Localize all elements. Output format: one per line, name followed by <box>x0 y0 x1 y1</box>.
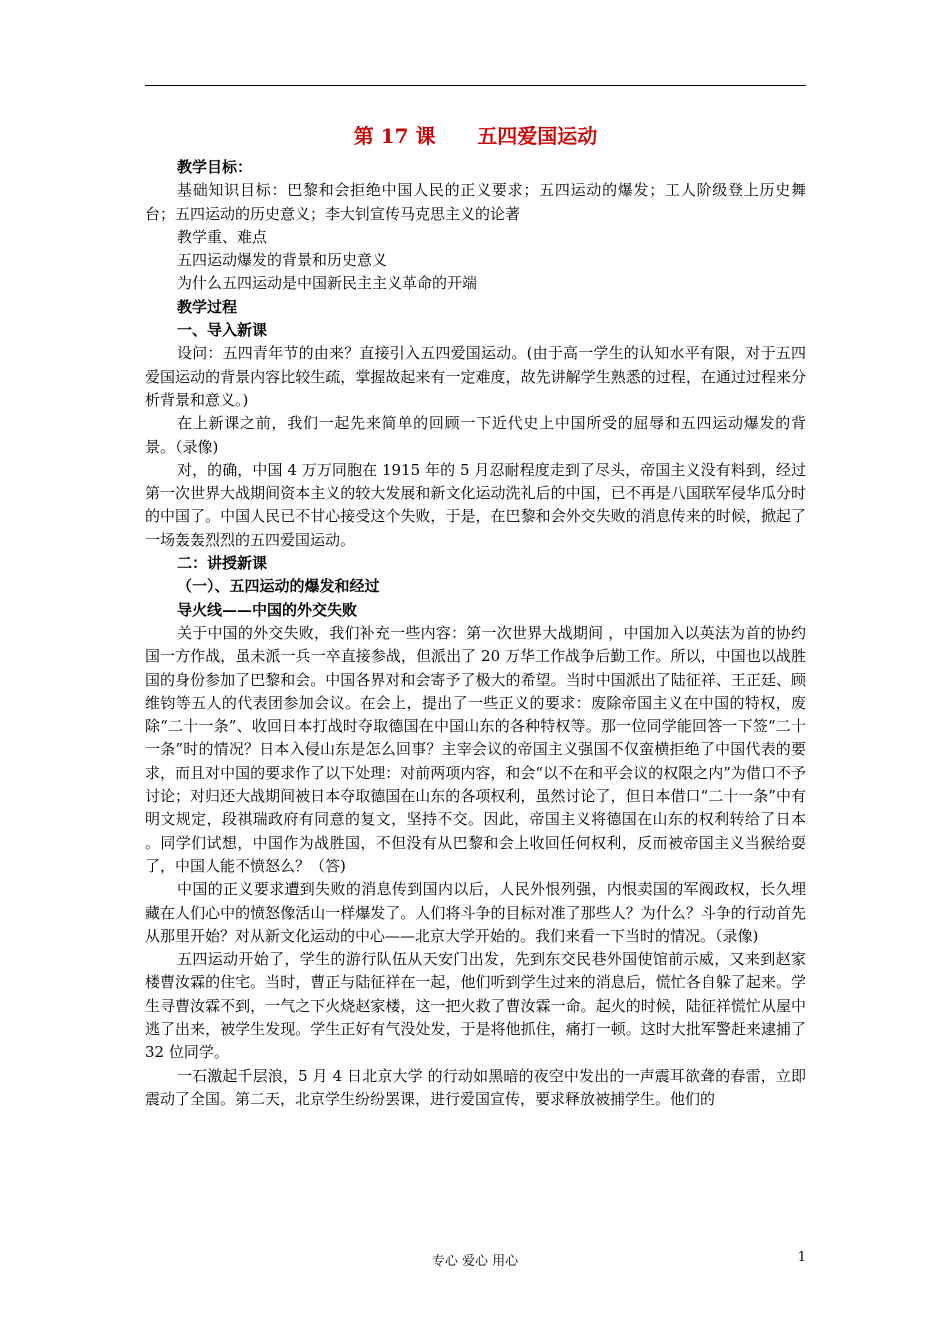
section-heading: 导火线——中国的外交失败 <box>177 600 358 619</box>
paragraph: 教学重、难点 <box>177 227 268 246</box>
section-heading: 二：讲授新课 <box>177 554 268 573</box>
section-heading: 教学目标： <box>177 158 253 176</box>
section-heading: 一、导入新课 <box>177 321 268 340</box>
paragraph: 中国的正义要求遭到失败的消息传到国内以后，人民外恨列强，内恨卖国的军阀政权，长久埋藏在人们心中的愤怒像活山一样爆发了。人们将斗争的目标对准了那些人？为什么？斗争的行动首先从那里开始？对从新文化运动的中心——北京大学开始的。我们来看一下当时的情况。（录像) <box>145 880 806 945</box>
document-body <box>145 156 806 1111</box>
paragraph: 五四运动开始了，学生的游行队伍从天安门出发，先到东交民巷外国使馆前示威，又来到赵家楼曹汝霖的住宅。当时，曹正与陆征祥在一起，他们听到学生过来的消息后，慌忙各自躲了起来。学生寻曹汝霖不到，一气之下火烧赵家楼，这一把火救了曹汝霖一命。起火的时候，陆征祥慌忙从屋中逃了出来，被学生发现。学生正好有气没处发，于是将他抓住，痛打一顿。这时大批军警赶来逮捕了 32 位同学。 <box>145 950 806 1062</box>
section-heading: 教学过程 <box>177 297 238 316</box>
document-page <box>145 122 806 1111</box>
footer-motto: 专心 爱心 用心 <box>431 1254 519 1269</box>
header-rule <box>145 85 806 86</box>
lesson-title: 第 17 课 五四爱国运动 <box>353 124 598 148</box>
paragraph: 基础知识目标：巴黎和会拒绝中国人民的正义要求；五四运动的爆发；工人阶级登上历史舞台；五四运动的历史意义；李大钊宣传马克思主义的论著 <box>145 181 806 223</box>
paragraph: 一石激起千层浪，5 月 4 日北京大学 的行动如黑暗的夜空中发出的一声震耳欲聋的春雷，立即震动了全国。第二天，北京学生纷纷罢课，进行爱国宣传，要求释放被捕学生。他们的 <box>145 1066 806 1108</box>
paragraph: 为什么五四运动是中国新民主主义革命的开端 <box>177 274 478 293</box>
paragraph: 在上新课之前，我们一起先来简单的回顾一下近代史上中国所受的屈辱和五四运动爆发的背景。（录像) <box>145 414 806 456</box>
paragraph: 设问：五四青年节的由来？直接引入五四爱国运动。(由于高一学生的认知水平有限，对于五四爱国运动的背景内容比较生疏，掌握故起来有一定难度，故先讲解学生熟悉的过程，在通过过程来分析背景和意义。) <box>145 344 806 409</box>
paragraph: 关于中国的外交失败，我们补充一些内容：第一次世界大战期间 ，中国加入以英法为首的协约国一方作战，虽未派一兵一卒直接参战，但派出了 20 万华工作战争后勤工作。所以，中国也以战胜国的身份参加了巴黎和会。中国各界对和会寄予了极大的希望。当时中国派出了陆征祥、王正廷、顾维钧等五人的代表团参加会议。在会上，提出了一些正义的要求：废除帝国主义在中国的特权，废除“二十一条”、收回日本打战时夺取德国在中国山东的各种特权等。那一位同学能回答一下签“二十一条”时的情况？日本入侵山东是怎么回事？主宰会议的帝国主义强国不仅蛮横拒绝了中国代表的要求，而且对中国的要求作了以下处理：对前两项内容，和会“以不在和平会议的权限之内”为借口不予讨论；对归还大战期间被日本夺取德国在山东的各项权利，虽然讨论了，但日本借口“二十一条”中有明文规定，段祺瑞政府有同意的复文，坚持不交。因此，帝国主义将德国在山东的权利转给了日本 。同学们试想，中国作为战胜国，不但没有从巴黎和会上收回任何权利，反而被帝国主义当猴给耍了，中国人能不愤怒么？（答) <box>145 623 806 875</box>
paragraph: 五四运动爆发的背景和历史意义 <box>177 251 388 270</box>
page-number: 1 <box>797 1250 806 1265</box>
section-heading: （一）、五四运动的爆发和经过 <box>177 577 380 596</box>
paragraph: 对，的确，中国 4 万万同胞在 1915 年的 5 月忍耐程度走到了尽头，帝国主义没有料到，经过第一次世界大战期间资本主义的较大发展和新文化运动洗礼后的中国，已不再是八国联军侵华瓜分时的中国了。中国人民已不甘心接受这个失败，于是，在巴黎和会外交失败的消息传来的时候，掀起了一场轰轰烈烈的五四爱国运动。 <box>145 460 806 549</box>
